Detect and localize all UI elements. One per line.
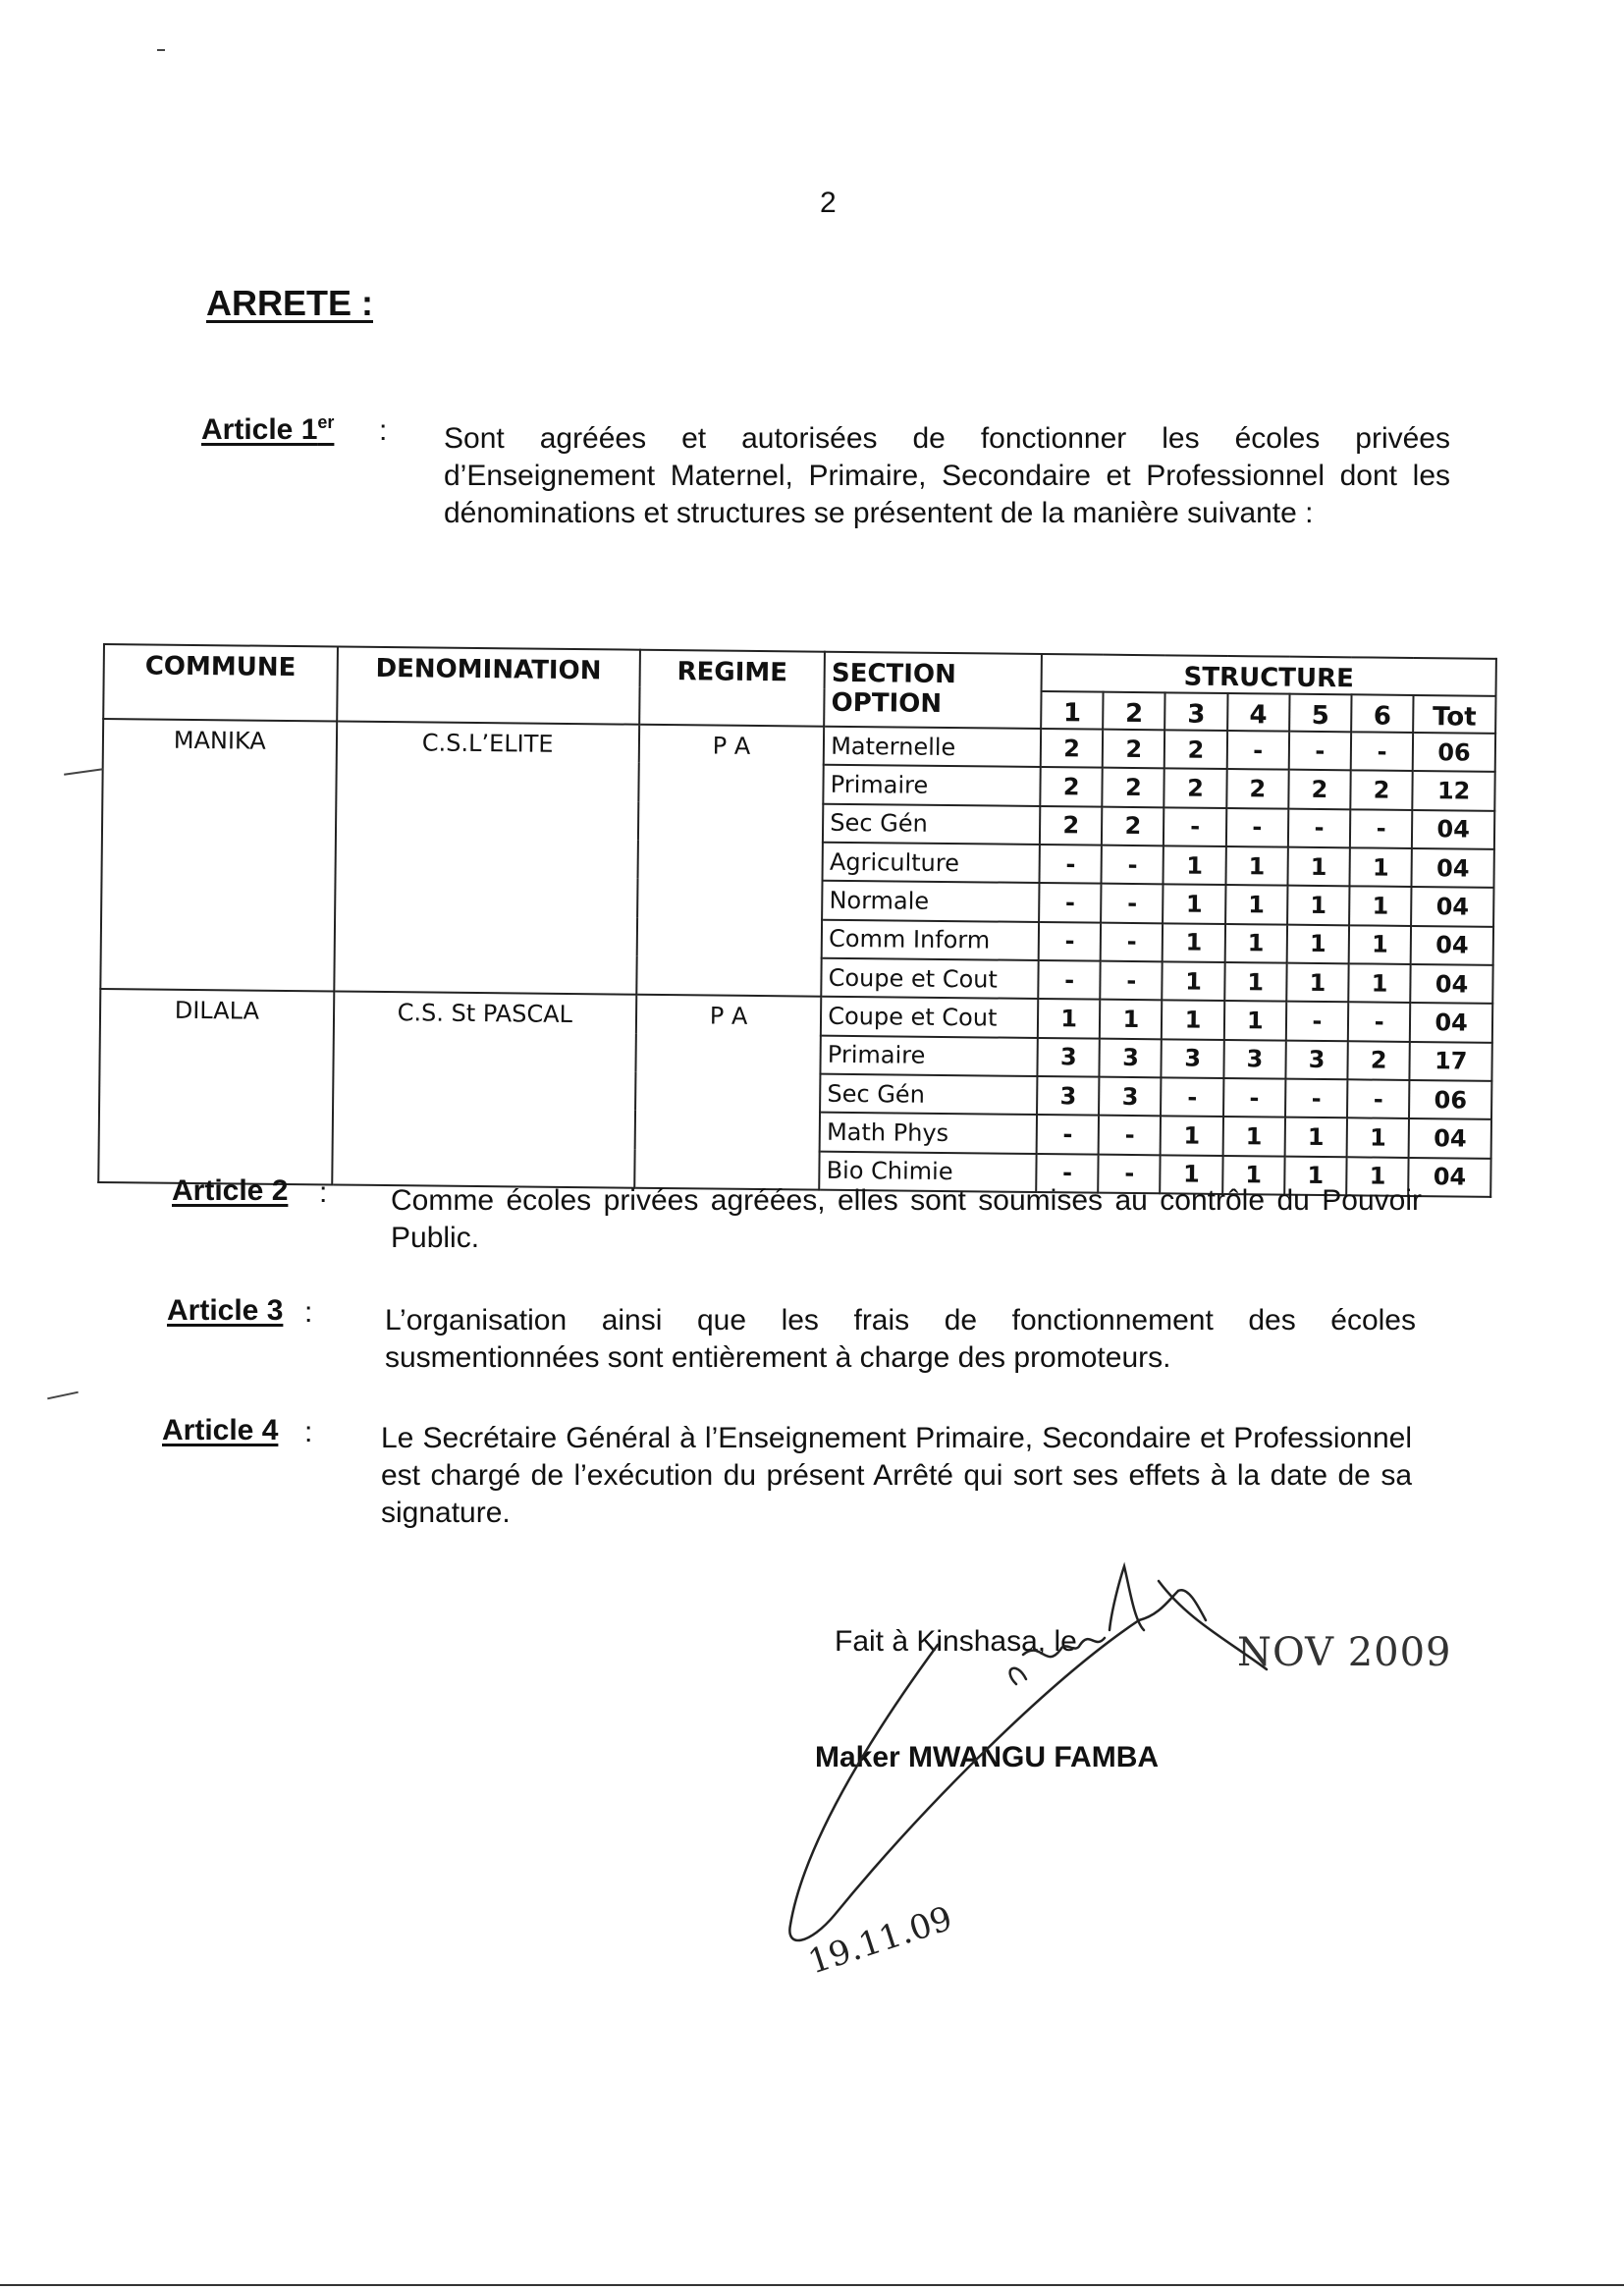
cell-level-5: - <box>1286 1002 1349 1041</box>
cell-level-1: 2 <box>1040 767 1103 806</box>
signature-large-stroke <box>789 1620 1139 1940</box>
cell-level-1: - <box>1039 922 1102 961</box>
cell-level-1: - <box>1038 960 1101 1000</box>
cell-commune: DILALA <box>98 989 334 1184</box>
cell-level-4: 1 <box>1224 962 1287 1002</box>
cell-regime: P A <box>634 995 821 1190</box>
cell-level-5: 1 <box>1287 924 1350 963</box>
article-2-text: Comme écoles privées agréées, elles sont soumises au contrôle du Pouvoir Public. <box>391 1184 1422 1254</box>
cell-total: 06 <box>1413 733 1495 772</box>
cell-level-3: 1 <box>1164 885 1226 924</box>
scan-mark-1 <box>64 768 103 776</box>
cell-level-2: - <box>1099 1116 1162 1155</box>
cell-level-6: - <box>1350 809 1413 848</box>
cell-level-6: 2 <box>1347 1041 1410 1080</box>
cell-denomination: C.S. St PASCAL <box>332 992 636 1188</box>
cell-level-5: 1 <box>1284 1156 1347 1195</box>
header-regime: REGIME <box>639 650 825 727</box>
article-2-label: Article 2 <box>172 1174 289 1207</box>
article-3-text: L’organisation ainsi que les frais de fonctionnement des écoles susmentionnées sont entièrement à charge des promoteurs. <box>385 1304 1416 1374</box>
cell-level-6: - <box>1347 1079 1410 1118</box>
cell-section-option: Agriculture <box>823 843 1040 884</box>
cell-total: 04 <box>1410 1003 1492 1042</box>
article-4-text: Le Secrétaire Général à l’Enseignement Primaire, Secondaire et Professionnel est chargé de l’exécution du présent Arrêté qui sort ses effets à la date de sa signature. <box>381 1422 1412 1529</box>
document-title: ARRETE : <box>206 283 373 323</box>
cell-level-2: - <box>1102 845 1164 885</box>
article-2-colon: : <box>319 1176 328 1209</box>
cell-level-5: 3 <box>1285 1040 1348 1079</box>
header-level-4: 4 <box>1227 693 1290 732</box>
cell-level-3: 3 <box>1162 1039 1224 1078</box>
cell-total: 04 <box>1412 810 1494 849</box>
cell-level-3: 1 <box>1163 923 1225 962</box>
cell-level-2: - <box>1101 961 1164 1001</box>
scan-mark-2 <box>47 1391 79 1400</box>
cell-level-6: 1 <box>1346 1157 1409 1196</box>
header-denomination: DENOMINATION <box>337 646 640 724</box>
handwritten-date: 19.11.09 <box>803 1898 957 1983</box>
cell-section-option: Coupe et Cout <box>821 997 1038 1038</box>
header-section-option <box>824 652 1042 729</box>
cell-level-4: - <box>1223 1078 1286 1118</box>
cell-section-option: Coupe et Cout <box>822 958 1039 1000</box>
cell-total: 17 <box>1410 1042 1492 1081</box>
cell-level-6: 1 <box>1348 963 1411 1003</box>
header-total: Tot <box>1413 695 1495 734</box>
cell-level-6: 2 <box>1350 771 1413 810</box>
cell-section-option: Sec Gén <box>820 1074 1037 1116</box>
cell-level-3: 2 <box>1164 730 1227 769</box>
cell-level-4: 1 <box>1225 846 1288 886</box>
cell-section-option: Primaire <box>824 765 1041 806</box>
cell-commune: MANIKA <box>100 719 337 992</box>
cell-level-5: - <box>1285 1079 1348 1118</box>
table-header-row-1 <box>104 644 1496 696</box>
cell-level-4: 2 <box>1226 769 1289 808</box>
cell-level-2: 2 <box>1103 730 1165 769</box>
cell-level-4: - <box>1226 731 1289 770</box>
cell-level-5: 1 <box>1287 847 1350 887</box>
article-1-text: Sont agréées et autorisées de fonctionner les écoles privées d’Enseignement Maternel, Primaire, Secondaire et Professionnel dont les dénominations et structures se présentent de la manière suivante : <box>444 422 1450 529</box>
cell-level-2: - <box>1098 1154 1161 1193</box>
scan-mark-3 <box>157 49 165 51</box>
cell-level-6: 1 <box>1349 925 1412 964</box>
cell-total: 04 <box>1409 1118 1491 1158</box>
cell-level-1: - <box>1040 845 1103 884</box>
cell-level-4: 1 <box>1224 924 1287 963</box>
date-stamp: NOV 2009 <box>1237 1630 1452 1675</box>
cell-level-5: 1 <box>1287 886 1350 925</box>
cell-level-4: - <box>1226 808 1289 847</box>
cell-section-option: Primaire <box>821 1035 1038 1076</box>
cell-level-5: 1 <box>1284 1118 1347 1157</box>
cell-section-option: Bio Chimie <box>819 1151 1036 1192</box>
cell-level-3: 1 <box>1163 961 1225 1001</box>
cell-denomination: C.S.L’ELITE <box>334 721 639 995</box>
cell-level-4: 1 <box>1222 1117 1285 1156</box>
cell-level-3: 1 <box>1161 1155 1223 1194</box>
cell-level-3: 2 <box>1164 769 1227 808</box>
cell-level-3: - <box>1161 1077 1223 1117</box>
cell-level-4: 1 <box>1225 885 1288 924</box>
header-level-6: 6 <box>1351 694 1414 733</box>
cell-total: 04 <box>1411 887 1493 926</box>
cell-total: 04 <box>1411 926 1493 965</box>
cell-section-option: Comm Inform <box>822 919 1039 960</box>
cell-level-5: - <box>1288 808 1351 847</box>
cell-level-1: - <box>1039 883 1102 922</box>
cell-level-2: 2 <box>1103 768 1165 807</box>
handwritten-signature <box>766 1561 1375 2003</box>
cell-level-5: 1 <box>1286 963 1349 1003</box>
cell-level-1: 3 <box>1038 1038 1101 1077</box>
header-level-3: 3 <box>1165 692 1228 731</box>
article-3-colon: : <box>304 1296 313 1329</box>
header-level-2: 2 <box>1103 692 1165 731</box>
cell-section-option: Normale <box>822 881 1039 922</box>
cell-level-3: - <box>1164 807 1226 846</box>
cell-level-2: - <box>1101 922 1164 961</box>
cell-total: 04 <box>1412 848 1494 888</box>
cell-level-2: 3 <box>1100 1038 1163 1077</box>
signatory-name: Maker MWANGU FAMBA <box>815 1741 1160 1773</box>
cell-level-2: 2 <box>1102 806 1164 845</box>
cell-regime: P A <box>636 725 824 997</box>
cell-level-5: 2 <box>1288 770 1351 809</box>
cell-level-4: 1 <box>1223 1001 1286 1040</box>
cell-level-1: 2 <box>1041 729 1104 768</box>
signature-initials <box>1010 1566 1267 1684</box>
cell-level-2: 1 <box>1100 1000 1163 1039</box>
cell-section-option: Math Phys <box>820 1113 1037 1154</box>
header-structure: STRUCTURE <box>1042 654 1496 696</box>
cell-level-2: 3 <box>1099 1077 1162 1117</box>
cell-level-3: 1 <box>1162 1001 1224 1040</box>
cell-level-6: 1 <box>1347 1118 1410 1158</box>
cell-total: 04 <box>1408 1158 1490 1197</box>
cell-level-2: - <box>1101 884 1164 923</box>
header-section: SECTION <box>831 658 956 690</box>
cell-level-5: - <box>1289 732 1352 771</box>
article-4-colon: : <box>304 1416 313 1448</box>
cell-level-3: 1 <box>1164 845 1226 885</box>
cell-level-6: 1 <box>1349 887 1412 926</box>
cell-level-1: - <box>1036 1154 1099 1193</box>
place-of-signature: Fait à Kinshasa, le <box>835 1625 1077 1658</box>
article-3-label: Article 3 <box>167 1294 284 1327</box>
article-1-label-sup: er <box>317 412 335 432</box>
cell-level-6: - <box>1351 732 1414 771</box>
header-level-1: 1 <box>1041 691 1104 730</box>
cell-section-option: Sec Gén <box>823 803 1040 845</box>
cell-total: 04 <box>1410 964 1492 1004</box>
header-level-5: 5 <box>1289 694 1352 733</box>
cell-level-1: 1 <box>1038 999 1101 1038</box>
cell-level-4: 1 <box>1222 1156 1285 1195</box>
cell-level-4: 3 <box>1223 1040 1286 1079</box>
cell-level-6: 1 <box>1350 847 1413 887</box>
cell-total: 06 <box>1409 1080 1491 1119</box>
cell-total: 12 <box>1413 771 1495 810</box>
header-commune: COMMUNE <box>103 644 337 721</box>
bottom-rule <box>0 2284 1624 2286</box>
article-1-label <box>201 412 334 447</box>
cell-level-3: 1 <box>1161 1117 1223 1156</box>
article-1-label-text: Article 1 <box>201 413 318 446</box>
cell-level-1: 2 <box>1040 806 1103 845</box>
cell-level-6: - <box>1348 1003 1411 1042</box>
schools-table <box>97 643 1497 1198</box>
cell-section-option: Maternelle <box>824 727 1041 768</box>
article-4-label: Article 4 <box>162 1414 279 1446</box>
page-number: 2 <box>820 187 837 219</box>
article-1-colon: : <box>379 414 388 447</box>
header-option: OPTION <box>831 687 943 719</box>
cell-level-1: 3 <box>1037 1076 1100 1116</box>
table-body <box>98 719 1495 1197</box>
cell-level-1: - <box>1037 1115 1100 1154</box>
